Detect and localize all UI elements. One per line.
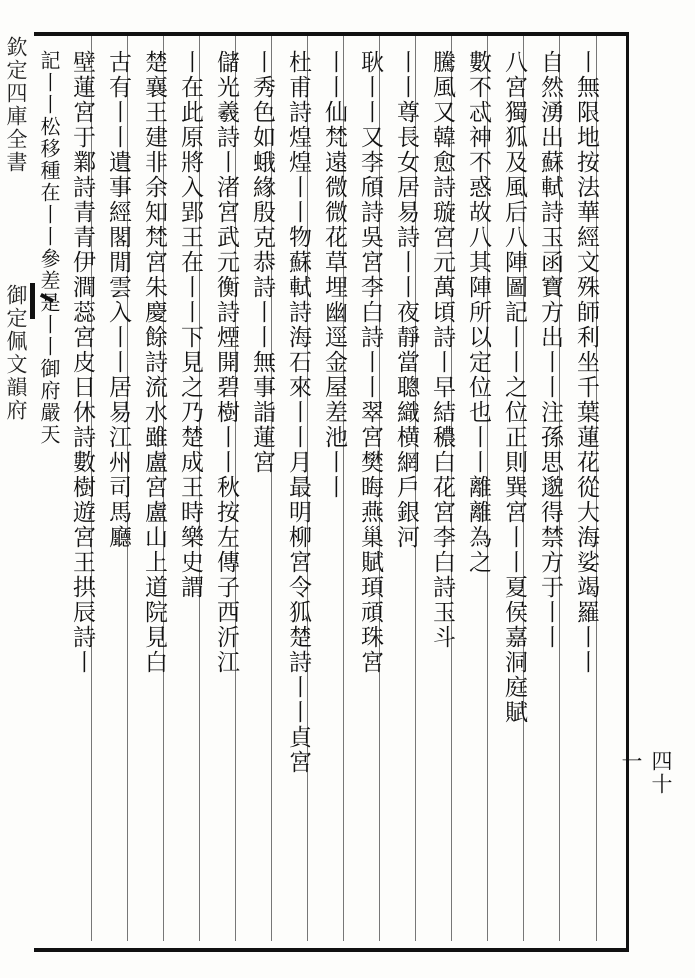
text-column-13: 楚襄王建非余知梵宮朱慶餘詩流水雖盧宮盧山上道院見白 <box>141 50 167 675</box>
text-column-2: 自然湧出蘇軾詩玉函寶方出丨丨注孫思邈得禁方于丨丨 <box>537 50 563 650</box>
page-number: 四十一 <box>619 750 673 796</box>
text-column-3: 八宮獨狐及風后八陣圖記丨丨之位正則巽宮丨丨夏侯嘉洞庭賦 <box>501 50 527 725</box>
text-column-4: 數不忒神不惑故八其陣所以定位也丨丨離離為之 <box>465 50 491 575</box>
text-column-9: 杜甫詩煌煌丨丨物蘇軾詩海石來丨丨月最明柳宮令狐楚詩丨丨貞宮 <box>285 50 311 775</box>
text-column-8: 丨丨仙梵遠微微花草埋幽逕金屋差池丨丨 <box>321 50 347 500</box>
margin-label <box>2 36 30 941</box>
text-column-6: 丨丨尊長女居易詩丨丨夜靜當聰織横網戶銀河 <box>393 50 419 550</box>
text-column-5: 騰風又韓愈詩璇宮元萬頃詩丨早結穠白花宮李白詩玉斗 <box>429 50 455 650</box>
text-column-10: 丨秀色如蛾緣殷克恭詩丨丨無事詣蓮宮 <box>249 50 275 475</box>
text-column-12: 丨在此原將入郢王在丨丨下見之乃楚成王時樂史謂 <box>177 50 203 600</box>
text-column-15: 壁蓮宮于鄴詩青青伊澗蕊宮皮日休詩數樹遊宮王拱辰詩丨 <box>69 50 95 675</box>
text-column-1: 丨無限地按法華經文殊師利坐千葉蓮花從大海娑竭羅丨丨 <box>573 50 599 675</box>
text-column-7: 耿丨丨又李頎詩吳宮李白詩丨丨翠宮樊晦燕巢賦頊頑珠宮 <box>357 50 383 675</box>
text-column-14: 古有丨丨遺事經閣閒雲入丨丨居易江州司馬廳 <box>105 50 131 550</box>
margin-bottom-text: 御定佩文韻府 <box>4 284 28 422</box>
margin-top-text: 欽定四庫全書 <box>4 36 28 174</box>
text-column-16: 記丨丨松移種在丨丨參差是丨丨御府嚴天 <box>37 50 61 446</box>
margin-fishtail-mark <box>30 283 35 319</box>
text-column-11: 儲光羲詩丨渚宮武元衡詩煙開碧樹丨丨秋按左傳子西沂江 <box>213 50 239 675</box>
